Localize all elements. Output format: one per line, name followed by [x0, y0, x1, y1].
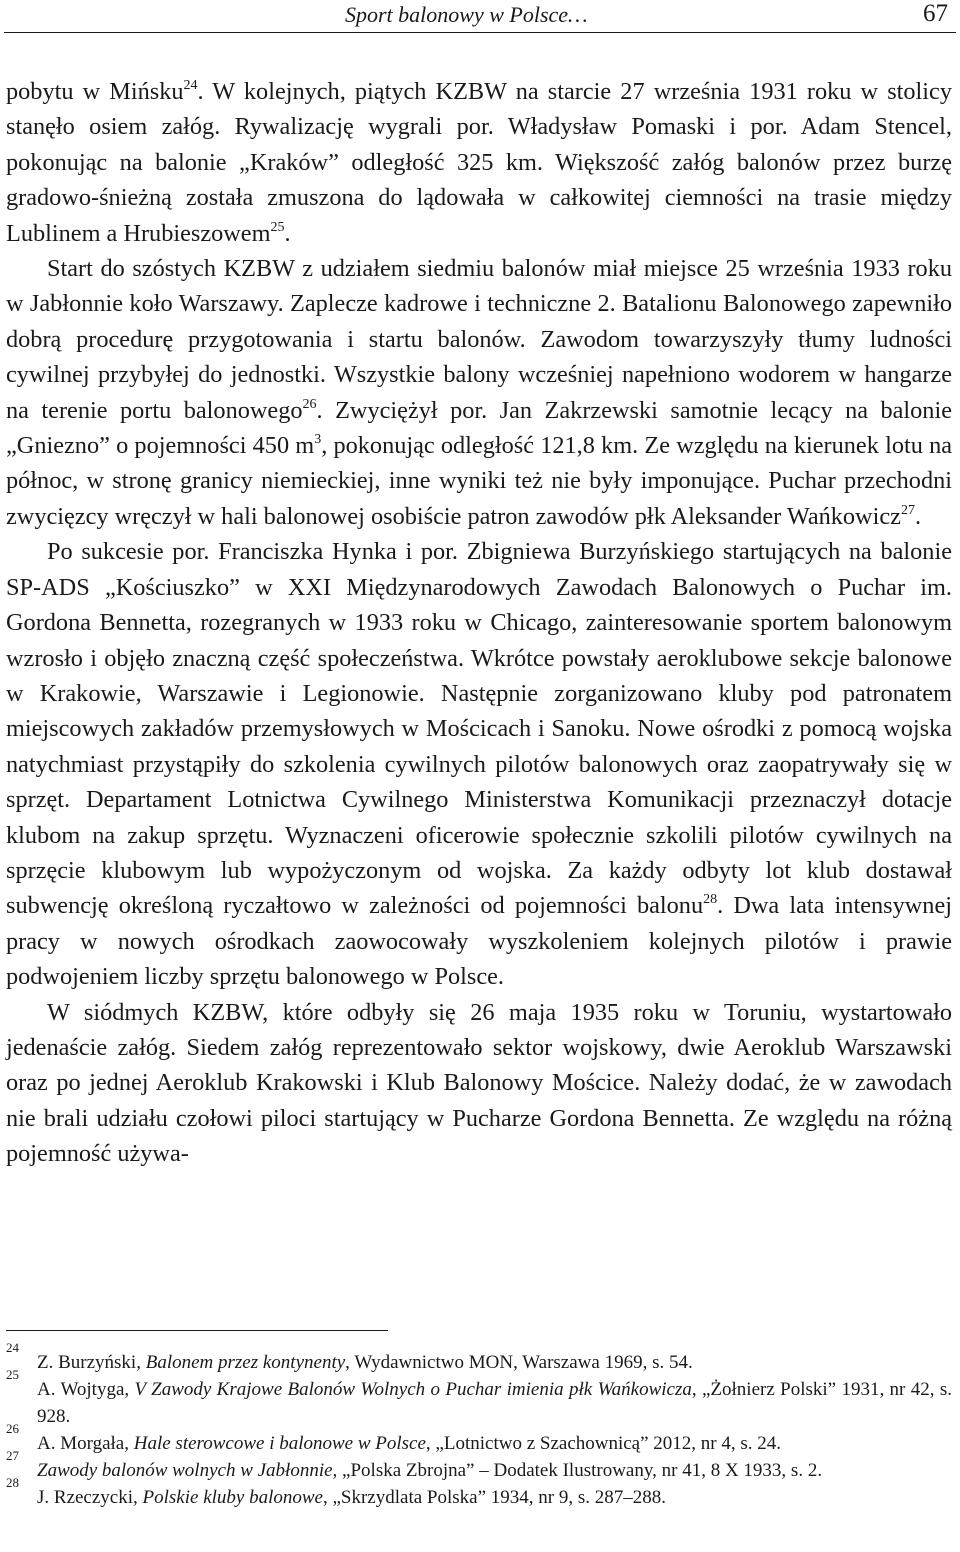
header-rule: [4, 32, 956, 33]
footnote-text: V Zawody Krajowe Balonów Wolnych o Puchar imienia płk Wańkowicza: [134, 1379, 692, 1400]
footnote-text: , „Polska Zbrojna” – Dodatek Ilustrowany, nr 41, 8 X 1933, s. 2.: [332, 1460, 823, 1481]
text-run: . Dwa lata intensywnej pracy w nowych ośrodkach zaowocowały wyszkoleniem kolejnych pilotów i prawie podwojeniem liczby sprzętu balonowego w Polsce.: [6, 892, 952, 991]
footnote-separator: [6, 1330, 388, 1331]
footnote: [6, 1340, 952, 1376]
footnote-text: Balonem przez kontynenty: [145, 1352, 346, 1373]
footnote-number: 25: [6, 1367, 19, 1382]
text-run: W siódmych KZBW, które odbyły się 26 maja 1935 roku w Toruniu, wystartowało jedenaście załóg. Siedem załóg reprezentowało sektor wojskowy, dwie Aeroklub Warszawski oraz po jednej Aeroklub Krakowski i Klub Balonowy Mościce. Należy dodać, że w zawodach nie brali udziału czołowi piloci startujący w Pucharze Gordona Bennetta. Ze względu na różną pojemność używa-: [6, 998, 952, 1168]
footnote: [6, 1448, 952, 1484]
footnote-ref: 27: [900, 502, 915, 518]
text-run: . W kolejnych, piątych KZBW na starcie 27 września 1931 roku w stolicy stanęło osiem załóg. Rywalizację wygrali por. Władysław Pomaski i por. Adam Stencel, pokonując na balonie „Kraków” odległość 325 km. Większość załóg balonów przez burzę gradowo-śnieżną została zmuszona do lądowała w całkowitej ciemności na trasie między Lublinem a Hrubieszowem: [6, 78, 952, 247]
footnote-text: , „Żołnierz Polski” 1931, nr 42, s. 928.: [37, 1379, 953, 1427]
paragraph: [6, 534, 952, 994]
footnote: [6, 1475, 952, 1511]
footnote-text: A. Wojtyga,: [37, 1379, 135, 1400]
page-header: [0, 0, 960, 34]
paragraph: [6, 251, 952, 534]
footnote-text: Polskie kluby balonowe: [142, 1487, 323, 1508]
text-run: . Zwyciężył por. Jan Zakrzewski samotnie lecący na balonie „Gniezno” o pojemności 450 m: [6, 396, 952, 460]
footnote-ref: 28: [703, 892, 718, 908]
footnote-number: 28: [6, 1475, 19, 1490]
paragraph: [6, 74, 952, 251]
footnote: [6, 1367, 953, 1430]
footnote-text: Z. Burzyński,: [37, 1352, 146, 1373]
footnote-number: 27: [6, 1448, 19, 1463]
main-text: [6, 74, 952, 1172]
footnote-number: 24: [6, 1340, 19, 1355]
footnote-text: J. Rzeczycki,: [37, 1487, 143, 1508]
page-number: 67: [923, 0, 948, 27]
paragraph: [6, 995, 952, 1172]
footnote-ref: 26: [302, 396, 317, 412]
text-run: .: [284, 219, 291, 247]
footnote-text: , „Skrzydlata Polska” 1934, nr 9, s. 287–288.: [322, 1487, 666, 1508]
footnote: [6, 1421, 952, 1457]
text-run: Start do szóstych KZBW z udziałem siedmiu balonów miał miejsce 25 września 1933 roku w Jabłonnie koło Warszawy. Zaplecze kadrowe i techniczne 2. Batalionu Balonowego zapewniło dobrą procedurę przygotowania i startu balonów. Zawodom towarzyszyły tłumy ludności cywilnej przybyłej do jednostki. Wszystkie balony wcześniej napełniono wodorem w hangarze na terenie portu balonowego: [6, 255, 952, 424]
footnote-text: Zawody balonów wolnych w Jabłonnie: [37, 1460, 333, 1481]
footnote-ref: 3: [314, 431, 322, 447]
footnote-text: Hale sterowcowe i balonowe w Polsce: [133, 1433, 426, 1454]
footnote-number: 26: [6, 1421, 19, 1436]
footnote-ref: 25: [270, 219, 285, 235]
footnote-text: , „Lotnictwo z Szachownicą” 2012, nr 4, s. 24.: [425, 1433, 782, 1454]
footnote-text: , Wydawnictwo MON, Warszawa 1969, s. 54.: [345, 1352, 693, 1373]
text-run: pobytu w Mińsku: [6, 78, 184, 105]
footnote-text: A. Morgała,: [37, 1433, 134, 1454]
footnotes: [6, 1340, 953, 1511]
text-run: .: [914, 502, 922, 530]
running-title: Sport balonowy w Polsce…: [345, 2, 588, 27]
footnote-ref: 24: [183, 77, 198, 93]
text-run: Po sukcesie por. Franciszka Hynka i por. Zbigniewa Burzyńskiego startujących na balonie SP-ADS „Kościuszko” w XXI Międzynarodowych Zawodach Balonowych o Puchar im. Gordona Bennetta, rozegranych w 1933 roku w Chicago, zainteresowanie sportem balonowym wzrosło i objęło znaczną część społeczeństwa. Wkrótce powstały aeroklubowe sekcje balonowe w Krakowie, Warszawie i Legionowie. Następnie zorganizowano kluby pod patronatem miejscowych zakładów przemysłowych w Mościcach i Sanoku. Nowe ośrodki z pomocą wojska natychmiast przystąpiły do szkolenia cywilnych pilotów balonowych oraz zaopatrywały się w sprzęt. Departament Lotnictwa Cywilnego Ministerstwa Komunikacji przeznaczył dotacje klubom na zakup sprzętu. Wyznaczeni oficerowie społecznie szkolili pilotów cywilnych na sprzęcie klubowym lub wypożyczonym od wojska. Za każdy odbyty lot klub dostawał subwencję określoną ryczałtowo w zależności od pojemności balonu: [6, 538, 952, 920]
text-run: , pokonując odległość 121,8 km. Ze względu na kierunek lotu na północ, w stronę granicy niemieckiej, inne wyniki też nie były imponujące. Puchar przechodni zwycięzcy wręczył w hali balonowej osobiście patron zawodów płk Aleksander Wańkowicz: [6, 432, 953, 530]
